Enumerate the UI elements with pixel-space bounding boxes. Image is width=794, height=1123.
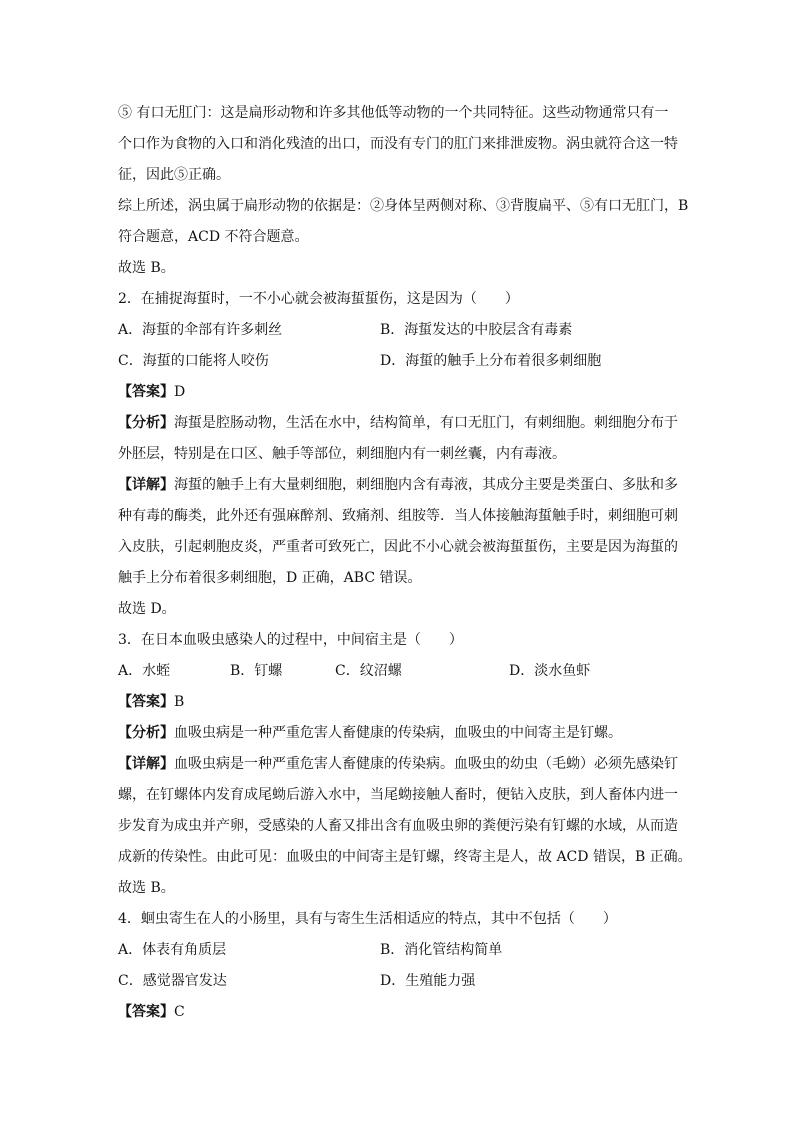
detail-text: 血吸虫病是一种严重危害人畜健康的传染病。血吸虫的幼虫（毛蚴）必须先感染钉 — [174, 756, 678, 772]
q2-detail-line2: 种有毒的酶类，此外还有强麻醉剂、致痛剂、组胺等．当人体接触海蜇触手时，刺细胞可刺 — [118, 508, 678, 524]
q4-option-c: C．感觉器官发达 — [118, 973, 227, 989]
q1-point5-line2: 个口作为食物的入口和消化残渣的出口，而没有专门的肛门来排泄废物。涡虫就符合这一特 — [118, 136, 678, 152]
answer-label: 【答案】 — [118, 384, 174, 400]
analysis-label: 【分析】 — [118, 415, 174, 431]
q3-choose: 故选 B。 — [118, 880, 175, 896]
q1-choose: 故选 B。 — [118, 260, 175, 276]
q3-option-d: D．淡水鱼虾 — [509, 663, 591, 679]
q1-summary-line1: 综上所述，涡虫属于扁形动物的依据是：②身体呈两侧对称、③背腹扁平、⑤有口无肛门，B — [118, 198, 689, 214]
q3-detail-line4: 成新的传染性。由此可见：血吸虫的中间寄主是钉螺，终寄主是人，故 ACD 错误，B 正确。 — [118, 849, 692, 865]
q1-point5-line3: 征，因此⑤正确。 — [118, 167, 230, 183]
q4-option-a: A．体表有角质层 — [118, 942, 227, 958]
q2-stem: 2．在捕捉海蜇时，一不小心就会被海蜇蜇伤，这是因为（ ） — [118, 291, 519, 307]
q2-analysis-line2: 外胚层，特别是在口区、触手等部位，刺细胞内有一刺丝囊，内有毒液。 — [118, 446, 566, 462]
q3-option-c: C．纹沼螺 — [335, 663, 402, 679]
q2-choose: 故选 D。 — [118, 601, 176, 617]
q4-option-b: B．消化管结构简单 — [380, 942, 503, 958]
q3-detail-line1 — [118, 749, 698, 780]
answer-label: 【答案】 — [118, 694, 174, 710]
q4-stem: 4．蛔虫寄生在人的小肠里，具有与寄生生活相适应的特点，其中不包括（ ） — [118, 911, 617, 927]
detail-label: 【详解】 — [118, 477, 174, 493]
q1-point5-line1: ⑤ 有口无肛门：这是扁形动物和许多其他低等动物的一个共同特征。这些动物通常只有一 — [118, 105, 669, 121]
q2-option-b: B．海蜇发达的中胶层含有毒素 — [380, 322, 573, 338]
q3-option-a: A．水蛭 — [118, 663, 171, 679]
q3-detail-line3: 步发育为成虫并产卵，受感染的人畜又排出含有血吸虫卵的粪便污染有钉螺的水域，从而造 — [118, 818, 678, 834]
q2-analysis-line1 — [118, 408, 698, 439]
analysis-text: 血吸虫病是一种严重危害人畜健康的传染病，血吸虫的中间寄主是钉螺。 — [174, 725, 622, 741]
answer-value: D — [174, 384, 186, 400]
q2-detail-line4: 触手上分布着很多刺细胞，D 正确，ABC 错误。 — [118, 570, 422, 586]
q4-answer — [118, 997, 698, 1028]
analysis-label: 【分析】 — [118, 725, 174, 741]
answer-label: 【答案】 — [118, 1004, 174, 1020]
q3-stem: 3．在日本血吸虫感染人的过程中，中间宿主是（ ） — [118, 632, 463, 648]
detail-label: 【详解】 — [118, 756, 174, 772]
q3-detail-line2: 螺，在钉螺体内发育成尾蚴后游入水中，当尾蚴接触人畜时，便钻入皮肤，到人畜体内进一 — [118, 787, 678, 803]
q3-options — [118, 656, 698, 687]
q2-option-c: C．海蜇的口能将人咬伤 — [118, 353, 269, 369]
detail-text: 海蜇的触手上有大量刺细胞，刺细胞内含有毒液，其成分主要是类蛋白、多肽和多 — [174, 477, 678, 493]
q3-analysis-line1 — [118, 718, 698, 749]
q4-option-d: D．生殖能力强 — [380, 973, 476, 989]
q2-detail-line3: 入皮肤，引起刺胞皮炎，严重者可致死亡，因此不小心就会被海蜇蜇伤，主要是因为海蜇的 — [118, 539, 678, 555]
document-body — [118, 98, 698, 1028]
analysis-text: 海蜇是腔肠动物，生活在水中，结构简单，有口无肛门，有刺细胞。刺细胞分布于 — [174, 415, 678, 431]
q1-summary-line2: 符合题意，ACD 不符合题意。 — [118, 229, 309, 245]
q3-answer — [118, 687, 698, 718]
q2-detail-line1 — [118, 470, 698, 501]
q2-option-a: A．海蜇的伞部有许多刺丝 — [118, 322, 283, 338]
q2-option-d: D．海蜇的触手上分布着很多刺细胞 — [380, 353, 602, 369]
answer-value: C — [174, 1004, 185, 1020]
q2-options — [118, 315, 698, 377]
q3-option-b: B．钉螺 — [230, 663, 283, 679]
answer-value: B — [174, 694, 185, 710]
q4-options — [118, 935, 698, 997]
q2-answer — [118, 377, 698, 408]
